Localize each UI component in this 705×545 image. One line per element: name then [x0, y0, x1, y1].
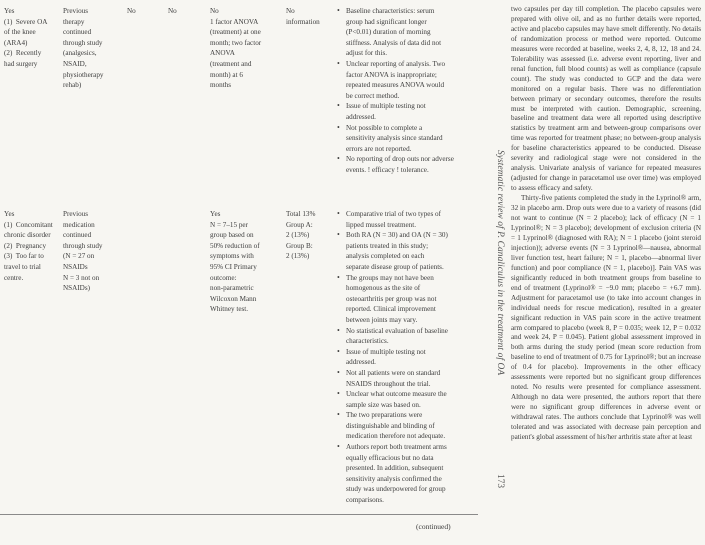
- running-header: [492, 0, 512, 545]
- table-note: • Authors report both treatment arms equally efficacious but no data presented. In addition, subsequent sensitivity analysis confirmed the study was underpowered for group comparisons.: [337, 442, 482, 506]
- table-note: • Issue of multiple testing not addressed.: [337, 101, 482, 122]
- table-cell-prior-treatment: Previous medication continued through study (N = 27 on NSAIDs N = 3 not on NSAIDs): [63, 210, 103, 293]
- table-note: • Not all patients were on standard NSAIDS throughout the trial.: [337, 368, 482, 389]
- table-cell-analysis: Yes N = 7–15 per group based on 50% reduction of symptoms with 95% CI Primary outcome: non-parametric Wilcoxon Mann Whitney test.: [210, 210, 260, 314]
- table-note: • Both RA (N = 30) and OA (N = 30) patients treated in this study; analysis completed on each separate disease group of patients.: [337, 230, 482, 272]
- page-number: 173: [495, 474, 505, 489]
- table-cell-prior-treatment: Previous therapy continued through study (analgesics, NSAID, physiotherapy rehab): [63, 7, 104, 90]
- table-cell-col-f: No information: [286, 7, 320, 26]
- table-note: • The two preparations were distinguishable and blinding of medication therefore not adequate.: [337, 410, 482, 442]
- table-cell-col-d: No: [168, 7, 177, 15]
- table-note: • The groups may not have been homogenous as the site of osteoarthritis per group was not reported. Clinical improvement between joints may vary.: [337, 273, 482, 326]
- body-paragraph: two capsules per day till completion. The placebo capsules were prepared with olive oil, and as no further details were reported, active and placebo capsules may have smelt differently. No details of randomization process or method were reported. Outcome measures were recorded at baseline, weeks 2, 4, 8, 12, 18 and 24. Tolerability was assessed (i.e. adverse event reporting, liver and renal function, full blood counts) as well as compliance (capsule count). The study was conducted to GCP and the data were monitored on a regular basis. There was no differentiation between primary or secondary outcomes, therefore the results must be interpreted with caution. Demographic, screening, baseline and treatment data were all reported using descriptive statistics by treatment arm and between-group comparisons over time was reported for treatment phase; no between-group analysis for baseline characteristics appeared to be conducted. Disease severity and radiological stage were not considered in the analysis. Univariate analysis of variance for repeated measures (adjusted for change in paracetamol use over time) was employed to assess efficacy and safety.: [511, 5, 701, 193]
- table-cell-col-f: Total 13% Group A: 2 (13%) Group B: 2 (13%): [286, 210, 316, 261]
- table-note: • Comparative trial of two types of lipped mussel treatment.: [337, 209, 482, 230]
- table-note: • Unclear reporting of analysis. Two factor ANOVA is inappropriate; repeated measures ANOVA would be correct method.: [337, 59, 482, 101]
- table-cell-col-c: No: [127, 7, 136, 15]
- table-cell-population: Yes (1) Concomitant chronic disorder (2) Pregnancy (3) Too far to travel to trial centre.: [4, 210, 53, 282]
- table-notes-list: [337, 209, 482, 506]
- table-cell-analysis: No 1 factor ANOVA (treatment) at one month; two factor ANOVA (treatment and month) at 6 months: [210, 7, 262, 90]
- body-paragraph: Thirty-five patients completed the study in the Lyprinol® arm, 32 in placebo arm. Drop outs were due to a variety of reasons (did not want to continue (N = 2 placebo); lack of efficacy (N = 1 Lyprinol®; N = 3 placebo); development of exclusion criteria (N = 1 Lyprinol® (diagnosed with RA); N = 1 placebo (joint steroid injection)); adverse events (N = 3 Lyprinol®—nausea, abnormal liver function test, heart failure; N = 1, placebo—abnormal liver function) and poor compliance (N = 1, placebo)]. Pain VAS was significantly reduced in both treatment groups from baseline to end of treatment (Lyprinol® = −9.0 mm; placebo = +6.7 mm). Adjustment for paracetamol use (to take into account changes in individual needs for rescue medication), resulted in a greater significant reduction in VAS pain score in the active treatment arm compared to placebo (week 8, P = 0.035; week 12, P = 0.032 and week 24, P = 0.045). Patient global assessment improved in both arms during the study period (mean score reduction from baseline to end of treatment of 0.75 for Lyprinol®; but an increase of 0.4 for placebo). Improvements in the other efficacy assessments were reported but no significant group differences noted. No results were presented for compliance assessment. Although no data were presented, the authors report that there were no significant group differences in adverse event or withdrawal rates. The authors conclude that Lyprinol® was well tolerated and was associated with decrease pain perception and patient's global assessment of his/her arthritis state after at least: [511, 194, 701, 441]
- continued-label: (continued): [416, 522, 451, 531]
- table-note: • No statistical evaluation of baseline characteristics.: [337, 326, 482, 347]
- table-note: • Baseline characteristics: serum group had significant longer (P<0.01) duration of morning stiffness. Analysis of data did not adjust for this.: [337, 6, 482, 59]
- table-note: • Not possible to complete a sensitivity analysis since standard errors are not reported.: [337, 123, 482, 155]
- table-note: • No reporting of drop outs nor adverse events. ! efficacy ! tolerance.: [337, 154, 482, 175]
- table-bottom-rule: [0, 514, 478, 515]
- running-header-title: Systematic review of P. Canaliculus in the treatment of OA: [495, 150, 505, 376]
- table-note: • Issue of multiple testing not addressed.: [337, 347, 482, 368]
- table-notes-list: [337, 6, 482, 176]
- table-cell-population: Yes (1) Severe OA of the knee (ARA4) (2) Recently had surgery: [4, 7, 48, 68]
- body-text-column: [511, 5, 701, 443]
- table-note: • Unclear what outcome measure the sample size was based on.: [337, 389, 482, 410]
